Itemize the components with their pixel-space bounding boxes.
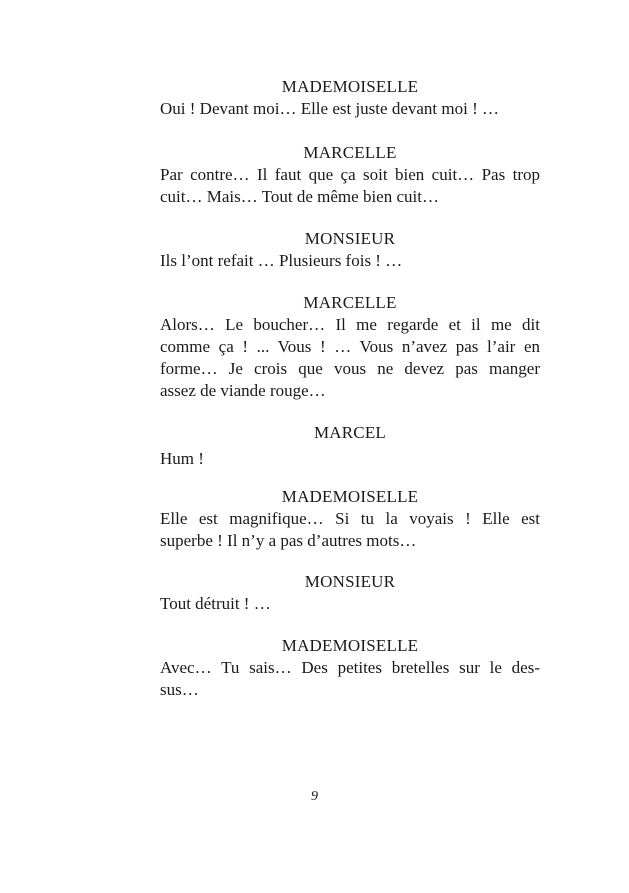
dialogue-block bbox=[160, 76, 540, 120]
dialogue-block bbox=[160, 486, 540, 552]
dialogue-block bbox=[160, 228, 540, 272]
speaker-name: MADEMOISELLE bbox=[281, 77, 419, 96]
speaker-name: MADEMOISELLE bbox=[281, 487, 419, 506]
dialogue-line: cuit… Mais… Tout de même bien cuit… bbox=[160, 187, 439, 206]
dialogue-line: Hum ! bbox=[160, 449, 204, 468]
speaker-name: MARCELLE bbox=[303, 293, 397, 312]
speaker-name: MADEMOISELLE bbox=[281, 636, 419, 655]
dialogue-line: Oui ! Devant moi… Elle est juste devant moi ! … bbox=[160, 99, 499, 118]
dialogue-line: Tout détruit ! … bbox=[160, 594, 271, 613]
dialogue-line: comme ça ! ... Vous ! … Vous n’avez pas l’air en bbox=[160, 337, 540, 356]
dialogue-line: Avec… Tu sais… Des petites bretelles sur le des- bbox=[160, 658, 540, 677]
dialogue-line: Par contre… Il faut que ça soit bien cuit… Pas trop bbox=[160, 165, 540, 184]
dialogue-line: Alors… Le boucher… Il me regarde et il me dit bbox=[160, 315, 540, 334]
speaker-name: MARCEL bbox=[313, 423, 387, 442]
dialogue-block bbox=[160, 635, 540, 701]
dialogue-line: forme… Je crois que vous ne devez pas manger bbox=[160, 359, 540, 378]
dialogue-line: sus… bbox=[160, 680, 199, 699]
dialogue-line: superbe ! Il n’y a pas d’autres mots… bbox=[160, 531, 417, 550]
page-number: 9 bbox=[311, 789, 318, 804]
dialogue-line: Ils l’ont refait … Plusieurs fois ! … bbox=[160, 251, 403, 270]
dialogue-block bbox=[160, 142, 540, 208]
speaker-name: MONSIEUR bbox=[304, 229, 396, 248]
dialogue-line: Elle est magnifique… Si tu la voyais ! Elle est bbox=[160, 509, 540, 528]
dialogue-block bbox=[160, 292, 540, 402]
dialogue-line: assez de viande rouge… bbox=[160, 381, 326, 400]
dialogue-block bbox=[160, 571, 540, 615]
speaker-name: MONSIEUR bbox=[304, 572, 396, 591]
dialogue-block bbox=[160, 422, 540, 470]
speaker-name: MARCELLE bbox=[303, 143, 397, 162]
